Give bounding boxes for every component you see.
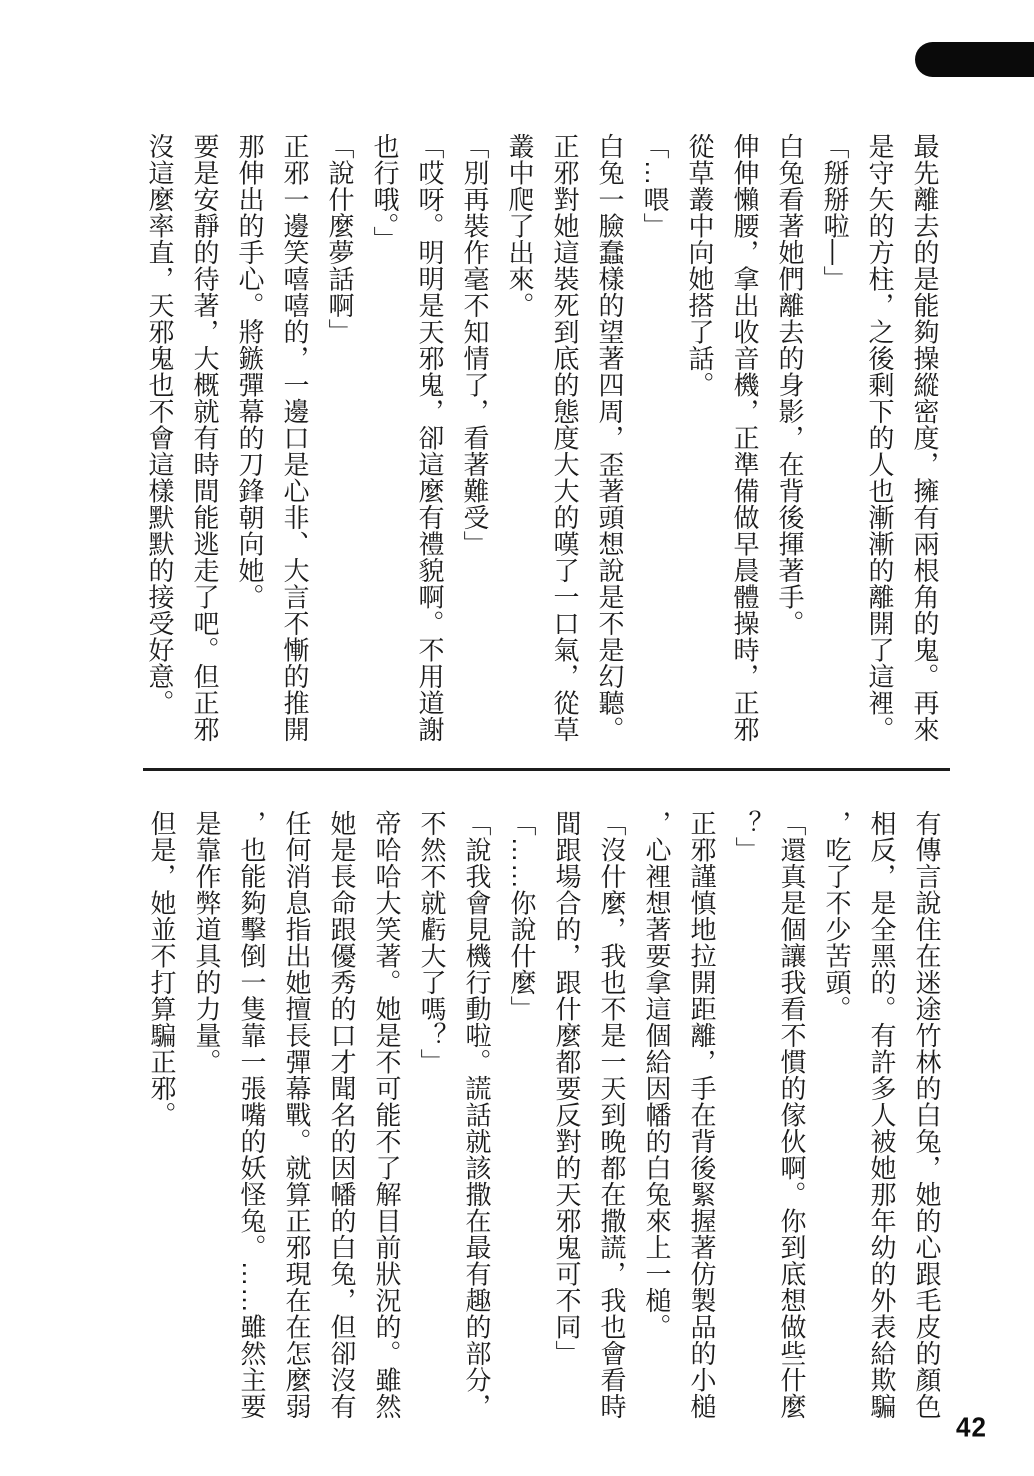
text-column: 有傳言說住在迷途竹林的白兔，她的心跟毛皮的顏色	[912, 810, 942, 1420]
text-column: 正邪對她這裝死到底的態度大大的嘆了一口氣，從草	[550, 133, 580, 743]
text-column: 要是安靜的待著，大概就有時間能逃走了吧。但正邪	[190, 133, 220, 743]
text-column: 也行哦。」	[370, 133, 400, 253]
text-column: 任何消息指出她擅長彈幕戰。就算正邪現在在怎麼弱	[282, 810, 312, 1420]
text-column: 「哎呀。明明是天邪鬼，卻這麼有禮貌啊。不用道謝	[415, 133, 445, 743]
text-column: 伸伸懶腰，拿出收音機，正準備做早晨體操時，正邪	[730, 133, 760, 743]
text-column: 「掰掰啦—」	[820, 133, 850, 292]
text-column: ，也能夠擊倒一隻靠一張嘴的妖怪兔。……雖然主要	[237, 810, 267, 1420]
text-column: 「沒什麼，我也不是一天到晚都在撒謊，我也會看時	[597, 810, 627, 1420]
text-column: 是守矢的方柱，之後剩下的人也漸漸的離開了這裡。	[865, 133, 895, 743]
text-column: 她是長命跟優秀的口才聞名的因幡的白兔，但卻沒有	[327, 810, 357, 1420]
text-column: 從草叢中向她搭了話。	[685, 133, 715, 398]
text-block-top	[137, 133, 947, 748]
text-column: 「別再裝作毫不知情了，看著難受」	[460, 133, 490, 557]
text-column: 那伸出的手心。將鏃彈幕的刀鋒朝向她。	[235, 133, 265, 610]
text-column: 間跟場合的，跟什麼都要反對的天邪鬼可不同」	[552, 810, 582, 1367]
text-column: ，吃了不少苦頭。	[822, 810, 852, 1022]
text-column: 帝哈哈大笑著。她是不可能不了解目前狀況的。雖然	[372, 810, 402, 1420]
text-column: 「…喂」	[640, 133, 670, 239]
text-column: 「說什麼夢話啊」	[325, 133, 355, 345]
chapter-edge-tab	[915, 42, 1034, 77]
text-column: 白兔看著她們離去的身影，在背後揮著手。	[775, 133, 805, 637]
text-column: 但是，她並不打算騙正邪。	[147, 810, 177, 1128]
text-column: 正邪一邊笑嘻嘻的，一邊口是心非、大言不慚的推開	[280, 133, 310, 743]
text-column: ，心裡想著要拿這個給因幡的白兔來上一槌。	[642, 810, 672, 1340]
text-column: 叢中爬了出來。	[505, 133, 535, 319]
text-column: 沒這麼率直，天邪鬼也不會這樣默默的接受好意。	[145, 133, 175, 716]
text-column: 最先離去的是能夠操縱密度，擁有兩根角的鬼。再來	[910, 133, 940, 743]
text-column: ？」	[732, 810, 762, 863]
text-column: 白兔一臉蠢樣的望著四周，歪著頭想說是不是幻聽。	[595, 133, 625, 743]
text-column: 「說我會見機行動啦。謊話就該撒在最有趣的部分，	[462, 810, 492, 1420]
page-number: 42	[956, 1410, 987, 1444]
text-column: 正邪謹慎地拉開距離，手在背後緊握著仿製品的小槌	[687, 810, 717, 1420]
section-divider	[143, 768, 950, 771]
text-column: 不然不就虧大了嗎？」	[417, 810, 447, 1075]
text-column: 「……你說什麼」	[507, 810, 537, 1022]
text-column: 是靠作弊道具的力量。	[192, 810, 222, 1075]
text-block-bottom	[139, 810, 949, 1435]
text-column: 相反，是全黑的。有許多人被她那年幼的外表給欺騙	[867, 810, 897, 1420]
text-column: 「還真是個讓我看不慣的傢伙啊。你到底想做些什麼	[777, 810, 807, 1420]
